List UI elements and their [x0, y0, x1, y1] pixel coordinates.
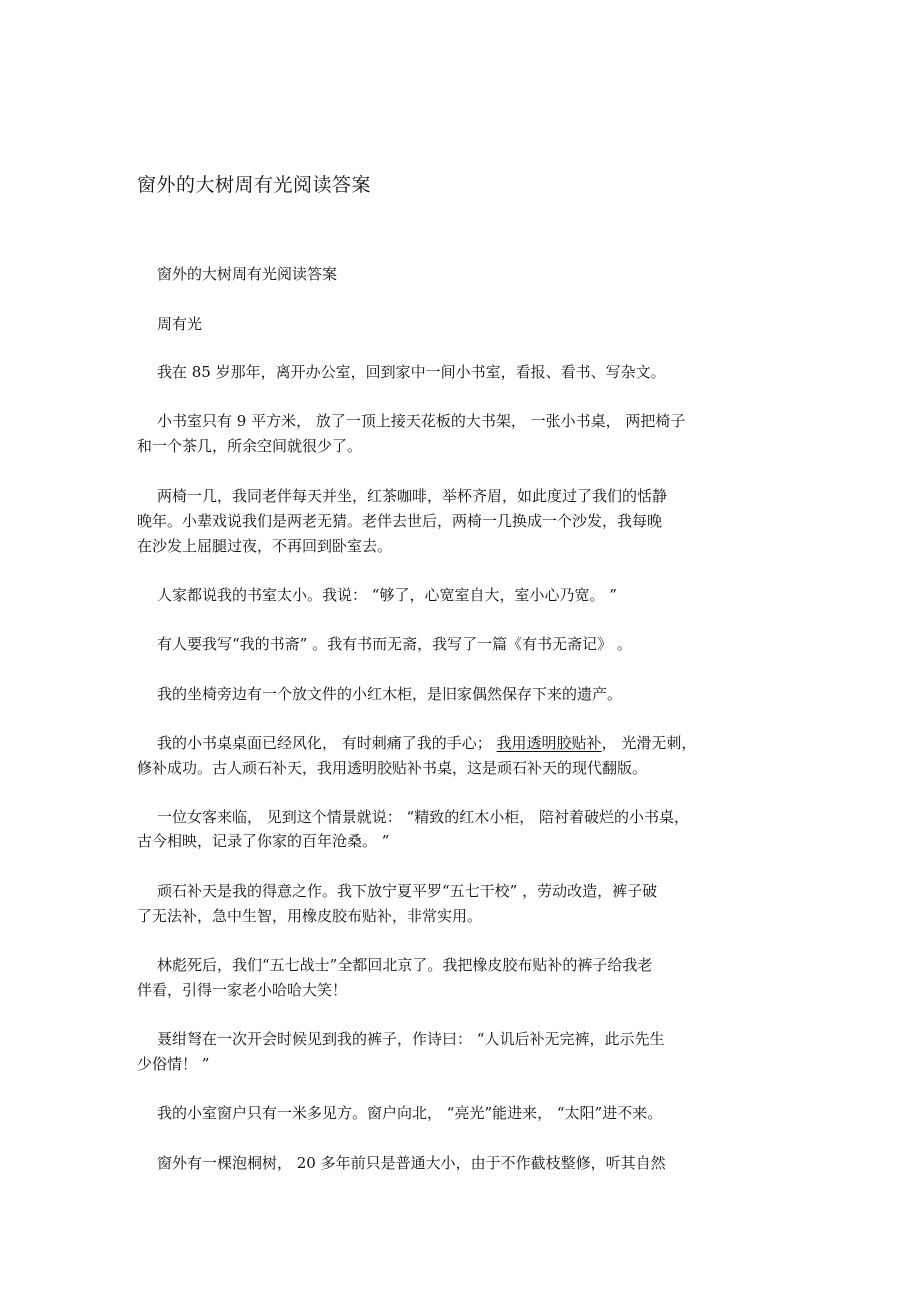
- paragraph-line: 和一个茶几，所余空间就很少了。: [137, 437, 363, 455]
- author-line: 周有光: [157, 315, 203, 333]
- page-title: 窗外的大树周有光阅读答案: [137, 174, 372, 196]
- paragraph-text: 我的小书桌桌面已经风化， 有时刺痛了我的手心；: [157, 734, 497, 752]
- paragraph-line: 修补成功。古人顽石补天，我用透明胶贴补书桌，这是顽石补天的现代翻版。: [137, 759, 648, 777]
- paragraph-line: 晚年。小辈戏说我们是两老无猜。老伴去世后，两椅一几换成一个沙发，我每晚: [137, 512, 663, 530]
- paragraph-line: 我在 85 岁那年，离开办公室，回到家中一间小书室，看报、看书、写杂文。: [157, 363, 666, 381]
- paragraph-line: 小书室只有 9 平方米， 放了一顶上接天花板的大书架， 一张小书桌， 两把椅子: [157, 412, 686, 430]
- paragraph-line: 少俗情！ ”: [137, 1055, 210, 1073]
- paragraph-heading-line: 窗外的大树周有光阅读答案: [157, 265, 338, 283]
- paragraph-text: ， 光滑无刺，: [601, 734, 697, 752]
- paragraph-line: 人家都说我的书室太小。我说： “够了，心宽室自大，室小心乃宽。 ”: [157, 586, 617, 604]
- paragraph-line: 窗外有一棵泡桐树， 20 多年前只是普通大小，由于不作截枝整修，听其自然: [157, 1154, 666, 1172]
- paragraph-line: 聂绀弩在一次开会时候见到我的裤子，作诗曰： “人讥后补无完裤，此示先生: [157, 1030, 665, 1048]
- paragraph-line: 顽石补天是我的得意之作。我下放宁夏平罗“五七干校” ，劳动改造，裤子破: [157, 882, 658, 900]
- paragraph-line: 林彪死后，我们“五七战士”全都回北京了。我把橡皮胶布贴补的裤子给我老: [157, 956, 653, 974]
- paragraph-line: 有人要我写“我的书斋” 。我有书而无斋，我写了一篇《有书无斋记》 。: [157, 635, 632, 653]
- paragraph-line: 古今相映，记录了你家的百年沧桑。 ”: [137, 832, 390, 850]
- paragraph-line: 在沙发上屈腿过夜，不再回到卧室去。: [137, 537, 393, 555]
- paragraph-line: 我的小室窗户只有一米多见方。窗户向北， “亮光”能进来， “太阳”进不来。: [157, 1104, 663, 1122]
- paragraph-line: 我的坐椅旁边有一个放文件的小红木柜，是旧家偶然保存下来的遗产。: [157, 685, 623, 703]
- paragraph-line: 一位女客来临， 见到这个情景就说： “精致的红木小柜， 陪衬着破烂的小书桌，: [157, 808, 689, 826]
- paragraph-line: [157, 733, 696, 753]
- paragraph-line: 两椅一几，我同老伴每天并坐，红茶咖啡，举杯齐眉，如此度过了我们的恬静: [157, 487, 668, 505]
- underlined-phrase: 我用透明胶贴补: [496, 734, 602, 752]
- paragraph-line: 了无法补，急中生智，用橡皮胶布贴补，非常实用。: [137, 907, 483, 925]
- paragraph-line: 伴看，引得一家老小哈哈大笑！: [137, 981, 348, 999]
